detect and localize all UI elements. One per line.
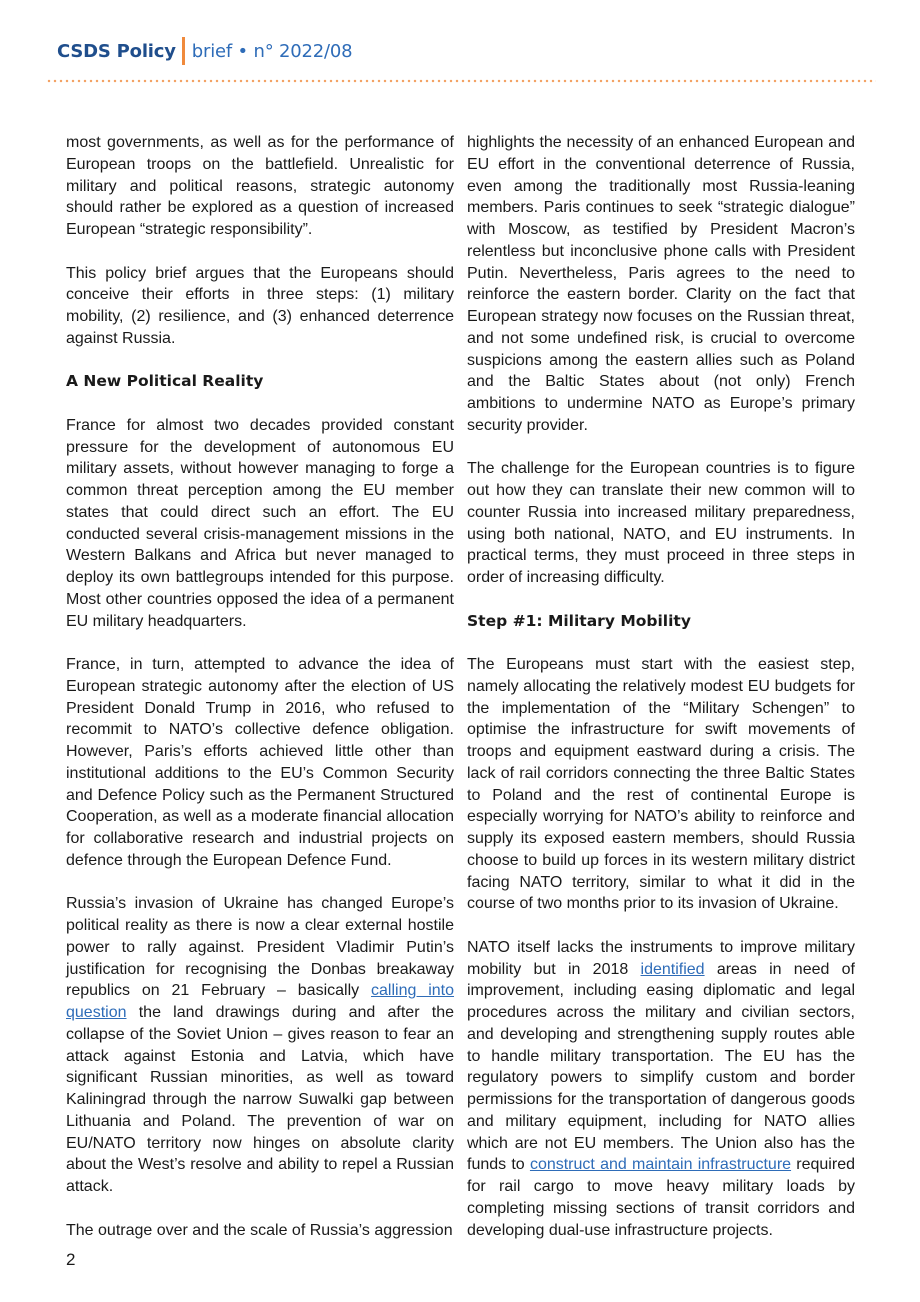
paragraph: The Europeans must start with the easiest step, namely allocating the relatively modest EU budgets for the implementation of the “Military Schengen” to optimise the infrastructure for swift movements of troops and equipment eastward during a crisis. The lack of rail corridors connecting the three Baltic States to Poland and the rest of continental Europe is especially worrying for NATO’s ability to reinforce and supply its exposed eastern members, should Russia choose to build up forces in its western military district facing NATO territory, similar to what it did in the course of two months prior to its invasion of Ukraine. <box>467 656 855 913</box>
left-column <box>66 132 454 1241</box>
paragraph-with-link <box>66 893 454 1198</box>
calling-into-question-link[interactable]: calling into question <box>66 982 455 1021</box>
section-heading: Step #1: Military Mobility <box>467 611 691 630</box>
dotted-separator <box>46 79 876 83</box>
paragraph: highlights the necessity of an enhanced European and EU effort in the conventional deterrence of Russia, even among the traditionally most Russia-leaning members. Paris continues to seek “strategic dialogue” with Moscow, as testified by President Macron’s relentless but inconclusive phone calls with President Putin. Nevertheless, Paris agrees to the need to reinforce the eastern border. Clarity on the fact that European strategy now focuses on the Russian threat, and not some undefined risk, is crucial to overcome suspicions among the eastern allies such as Poland and the Baltic States about (not only) French ambitions to undermine NATO as Europe’s primary security provider. <box>467 134 855 434</box>
right-column <box>467 132 855 1241</box>
paragraph: France, in turn, attempted to advance the idea of European strategic autonomy after the election of US President Donald Trump in 2016, who refused to recommit to NATO’s collective defence obligation. However, Paris’s efforts achieved little other than institutional additions to the EU’s Common Security and Defence Policy such as the Permanent Structured Cooperation, as well as a moderate financial allocation for collaborative research and industrial projects on defence through the European Defence Fund. <box>66 656 454 869</box>
page-header <box>57 36 352 66</box>
construct-infrastructure-link[interactable]: construct and maintain infrastructure <box>529 1156 792 1174</box>
brand-title: CSDS Policy <box>57 40 176 62</box>
header-divider-bar <box>182 37 185 65</box>
paragraph: most governments, as well as for the performance of European troops on the battlefield. Unrealistic for military and political reasons, strategic autonomy should rather be explored as a question of increased European “strategic responsibility”. <box>66 134 454 238</box>
paragraph: The outrage over and the scale of Russia’s aggression <box>66 1221 453 1239</box>
paragraph: The challenge for the European countries is to figure out how they can translate their new common will to counter Russia into increased military preparedness, using both national, NATO, and EU instruments. In practical terms, they must proceed in three steps in order of increasing difficulty. <box>467 460 855 586</box>
paragraph: This policy brief argues that the Europeans should conceive their efforts in three steps: (1) military mobility, (2) resilience, and (3) enhanced deterrence against Russia. <box>66 264 454 347</box>
identified-link[interactable]: identified <box>640 960 705 978</box>
text-run: required for rail cargo to move heavy military loads by completing missing sections of transit corridors and developing dual-use infrastructure projects. <box>467 1156 855 1239</box>
text-run: the land drawings during and after the collapse of the Soviet Union – gives reason to fear an attack against Estonia and Latvia, which have significant Russian minorities, as well as toward Kaliningrad through the narrow Suwalki gap between Lithuania and Poland. The prevention of war on EU/NATO territory now hinges on absolute clarity about the West’s resolve and ability to repel a Russian attack. <box>66 1004 454 1195</box>
page-number: 2 <box>66 1250 76 1269</box>
paragraph-with-links <box>467 937 855 1242</box>
paragraph: France for almost two decades provided constant pressure for the development of autonomous EU military assets, without however managing to forge a common threat perception among the EU member states that could direct such an effort. The EU conducted several crisis-management missions in the Western Balkans and Africa but never managed to deploy its own battlegroups intended for this purpose. Most other countries opposed the idea of a permanent EU military headquarters. <box>66 416 454 630</box>
text-run: Russia’s invasion of Ukraine has changed Europe’s political reality as there is now a clear external hostile power to rally against. President Vladimir Putin’s justification for recognising the Donbas breakaway republics on 21 February – basically <box>66 895 454 1000</box>
issue-label: brief • n° 2022/08 <box>191 40 353 62</box>
text-run: NATO itself lacks the instruments to improve military mobility but in 2018 <box>467 938 855 978</box>
text-run: areas in need of improvement, including easing diplomatic and legal procedures across the military and civilian sectors, and developing and strengthening supply routes able to handle military transportation. The EU has the regulatory powers to simplify custom and border permissions for the transportation of dangerous goods and military equipment, including for NATO allies which are not EU members. The Union also has the funds to <box>467 960 855 1174</box>
section-heading: A New Political Reality <box>66 372 264 391</box>
